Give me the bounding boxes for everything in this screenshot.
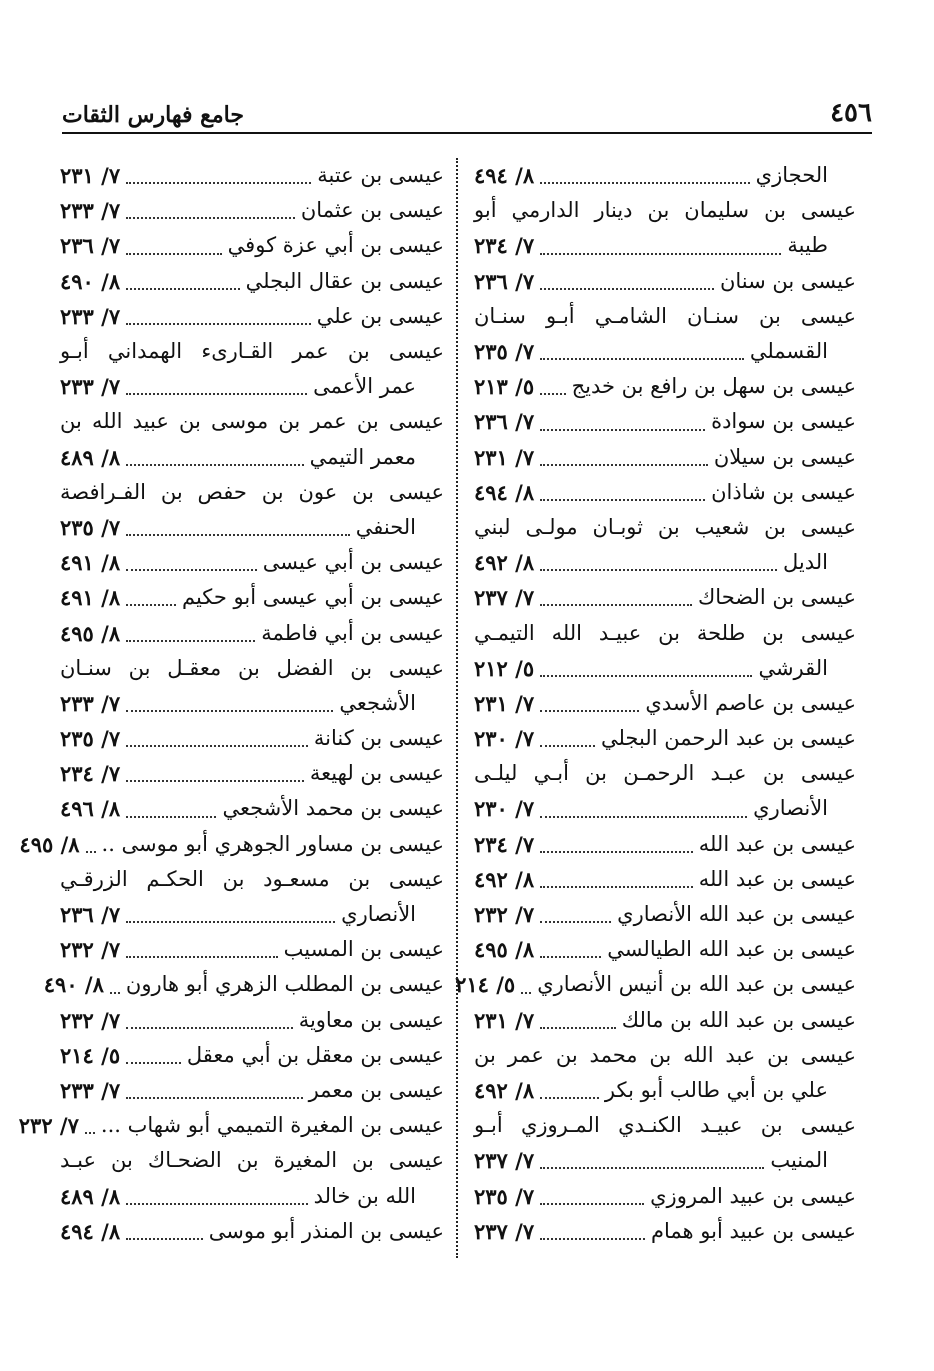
entry-name: الحجازي [755,163,828,188]
volume-page-ref: ٧/ ٢٣٥ [60,514,121,540]
entry-name: عمر الأعمى [313,374,416,399]
index-entry [60,510,444,545]
index-entry [18,1108,444,1143]
dot-leader [540,464,708,466]
entry-name: عيسى بن عبد الله الطيالسي [607,937,856,962]
dot-leader [540,569,777,571]
entry-name: عيسى بن سليمان بن دينار الدارمي أبو [474,198,856,223]
index-entry [474,756,856,791]
entry-name: عيسى بن عبـد الرحمـن بن أبـي ليلـى [474,761,856,786]
dot-leader [126,1097,302,1099]
index-entry [474,193,856,228]
index-entry [60,334,444,369]
volume-page-ref: ٧/ ٢٣٢ [60,1007,121,1033]
index-entry [60,369,444,404]
index-entry [60,158,444,193]
index-entry [60,440,444,475]
dot-leader [126,1203,307,1205]
volume-page-ref: ٧/ ٢٣٣ [60,198,121,224]
volume-page-ref: ٧/ ٢٣٣ [60,1077,121,1103]
volume-page-ref: ٧/ ٢٣١ [474,444,535,470]
volume-page-ref: ٧/ ٢٣٥ [474,1183,535,1209]
volume-page-ref: ٧/ ٢٣٧ [474,1218,535,1244]
volume-page-ref: ٥/ ٢١٤ [455,972,516,998]
dot-leader [85,1132,95,1134]
entry-name: عيسى بن عمر القـارىء الهمداني أبـو [60,339,444,364]
volume-page-ref: ٧/ ٢٣٤ [60,761,121,787]
dot-leader [126,1062,181,1064]
dot-leader [540,499,705,501]
index-entry [60,932,444,967]
entry-name: الديل [782,550,828,575]
index-entry [474,1143,856,1178]
volume-page-ref: ٨/ ٤٨٩ [60,1183,121,1209]
entry-name: عيسى بن كنانة [313,726,444,751]
entry-name: عيسى بن معقل بن أبي معقل [186,1042,444,1067]
volume-page-ref: ٨/ ٤٩٠ [43,972,104,998]
dot-leader [540,1238,645,1240]
volume-page-ref: ٧/ ٢٣٢ [474,902,535,928]
entry-name: عيسى بن المغيرة التميمي أبو شهاب ... [100,1113,444,1138]
index-entry [474,369,856,404]
dot-leader [540,182,750,184]
index-entry [43,967,444,1002]
entry-name: الأنصاري [341,902,416,927]
index-entry [60,1038,444,1073]
entry-name: عيسى بن المنذر أبو موسى [208,1218,444,1243]
entry-name: المنيب [770,1148,828,1173]
index-entry [60,1143,444,1178]
index-column-left [18,158,444,1268]
index-entry [60,228,444,263]
volume-page-ref: ٧/ ٢٣١ [474,690,535,716]
entry-name: عيسى بن معاوية [298,1007,444,1032]
entry-name: عيسى بن سيلان [713,444,856,469]
volume-page-ref: ٥/ ٢١٢ [474,655,535,681]
page-header [62,88,872,134]
entry-name: عيسى بن مسعـود بن الحكـم الزرقـي [60,866,444,891]
dot-leader [540,710,639,712]
index-entry [474,475,856,510]
entry-name: الله بن خالد [313,1183,416,1208]
entry-name: طيبة [787,233,828,258]
entry-name: الأنصاري [753,796,828,821]
entry-name: عيسى بن عقال البجلي [245,268,444,293]
entry-name: عيسى بن المطلب الزهري أبو هارون [125,972,444,997]
dot-leader [126,780,304,782]
volume-page-ref: ٧/ ٢٣٠ [474,726,535,752]
index-entry [474,1038,856,1073]
dot-leader [126,217,295,219]
entry-name: عيسى بن شاذان [711,479,856,504]
dot-leader [86,851,96,853]
running-title: جامع فهارس الثقات [62,102,244,128]
volume-page-ref: ٨/ ٤٩٥ [19,831,80,857]
entry-name: عيسى بن أبي فاطمة [261,620,444,645]
dot-leader [126,640,255,642]
index-column-right [455,158,856,1268]
index-entry [60,299,444,334]
index-entry [60,1214,444,1249]
entry-name: عيسى بن عبد الله بن أنيس الأنصاري [537,972,856,997]
index-entry [60,545,444,580]
entry-name: عيسى بن محمد الأشجعي [222,796,444,821]
dot-leader [126,816,216,818]
index-entry [474,1073,856,1108]
index-entry [474,1108,856,1143]
entry-name: القسملي [749,339,828,364]
index-entry [474,1178,856,1213]
dot-leader [126,534,350,536]
entry-name: عيسى بن عتبة [317,163,444,188]
dot-leader [540,851,693,853]
dot-leader [126,569,257,571]
entry-name: عيسى بن أبي عيسى [262,550,444,575]
entry-name: عيسى بن عبد الله بن مالك [621,1007,856,1032]
dot-leader [126,464,304,466]
dot-leader [540,358,744,360]
page-number: ٤٥٦ [830,98,872,128]
entry-name: عيسى بن سنان [719,268,856,293]
entry-name: الأشجعي [339,690,416,715]
index-entry [60,791,444,826]
volume-page-ref: ٧/ ٢٣٣ [60,374,121,400]
entry-name: عيسى بن أبي عزة كوفي [227,233,444,258]
index-entry [60,686,444,721]
index-entry [474,721,856,756]
entry-name: القرشي [758,655,828,680]
volume-page-ref: ٨/ ٤٩١ [60,550,121,576]
volume-page-ref: ٧/ ٢٣٧ [474,585,535,611]
index-entry [19,827,444,862]
dot-leader [126,710,333,712]
volume-page-ref: ٧/ ٢٣٤ [474,233,535,259]
dot-leader [540,745,595,747]
index-entry [60,651,444,686]
volume-page-ref: ٨/ ٤٩٤ [474,479,535,505]
volume-page-ref: ٧/ ٢٣٤ [474,831,535,857]
volume-page-ref: ٨/ ٤٩٦ [60,796,121,822]
dot-leader [126,1027,293,1029]
index-entry [474,158,856,193]
entry-name: عيسى بن سنـان الشامـي أبـو سنـان [474,303,856,328]
dot-leader [540,393,565,395]
dot-leader [126,1238,203,1240]
dot-leader [110,992,120,994]
entry-name: عيسى بن عبد الله بن محمد بن عمر بن [474,1042,856,1067]
entry-name: عيسى بن عبد الله [698,866,856,891]
volume-page-ref: ٧/ ٢٣٣ [60,303,121,329]
index-entry [474,228,856,263]
column-divider [456,158,458,1258]
index-entry [60,756,444,791]
entry-name: عيسى بن عثمان [300,198,444,223]
volume-page-ref: ٨/ ٤٩٢ [474,866,535,892]
index-entry [60,1073,444,1108]
index-entry [474,651,856,686]
entry-name: عيسى بن طلحة بن عبيـد الله التيمـي [474,620,856,645]
dot-leader [540,1097,599,1099]
index-entry [474,545,856,580]
index-entry [474,440,856,475]
dot-leader [540,1027,616,1029]
dot-leader [126,323,311,325]
entry-name: عيسى بن عبد الرحمن البجلي [600,726,856,751]
index-entry [474,827,856,862]
dot-leader [540,253,781,255]
index-entry [474,510,856,545]
index-entry [60,580,444,615]
index-entry [474,404,856,439]
entry-name: عيسى بن شعيب بن ثوبـان مولـى لبني [474,514,856,539]
volume-page-ref: ٧/ ٢٣٦ [474,268,535,294]
entry-name: علي بن أبي طالب أبو بكر [604,1077,828,1102]
entry-name: الحنفي [355,514,416,539]
dot-leader [540,288,714,290]
index-entry [60,1003,444,1038]
dot-leader [540,429,705,431]
dot-leader [540,675,752,677]
index-entry [60,862,444,897]
dot-leader [126,921,335,923]
index-entry [60,264,444,299]
entry-name: عيسى بن لهيعة [309,761,444,786]
index-entry [60,193,444,228]
index-entry [60,721,444,756]
index-entry [474,615,856,650]
dot-leader [540,1167,764,1169]
volume-page-ref: ٨/ ٤٩٢ [474,1077,535,1103]
dot-leader [540,886,693,888]
index-entry [474,862,856,897]
index-entry [60,1178,444,1213]
entry-name: عيسى بن معمر [308,1077,444,1102]
index-entry [474,791,856,826]
entry-name: عيسى بن عون بن حفص بن الفـرافصة [60,479,444,504]
volume-page-ref: ٨/ ٤٩٥ [60,620,121,646]
index-entry [60,897,444,932]
entry-name: عيسى بن علي [316,303,444,328]
dot-leader [540,604,692,606]
dot-leader [540,921,611,923]
index-entry [474,1003,856,1038]
index-entry [474,580,856,615]
volume-page-ref: ٧/ ٢٣١ [474,1007,535,1033]
dot-leader [126,182,311,184]
volume-page-ref: ٧/ ٢٣٦ [60,233,121,259]
entry-name: عيسى بن عاصم الأسدي [645,690,856,715]
index-entry [455,967,856,1002]
entry-name: عيسى بن عبد الله [698,831,856,856]
index-entry [474,299,856,334]
volume-page-ref: ٨/ ٤٨٩ [60,444,121,470]
volume-page-ref: ٧/ ٢٣١ [60,163,121,189]
entry-name: عيسى بن الضحاك [698,585,856,610]
volume-page-ref: ٥/ ٢١٤ [60,1042,121,1068]
dot-leader [540,1203,644,1205]
entry-name: عيسى بن عبيـد الكنـدي المـروزي أبـو [474,1113,856,1138]
entry-name: عيسى بن المغيرة بن الضحـاك بن عبـد [60,1148,444,1173]
entry-name: عيسى بن عبد الله الأنصاري [617,902,856,927]
entry-name: عيسى بن مساور الجوهري أبو موسى .. [101,831,444,856]
index-entry [474,686,856,721]
dot-leader [126,745,308,747]
volume-page-ref: ٨/ ٤٩١ [60,585,121,611]
index-entry [60,404,444,439]
dot-leader [126,604,176,606]
index-entry [474,932,856,967]
entry-name: معمر التيمي [309,444,416,469]
entry-name: عيسى بن عبيد أبو همام [650,1218,856,1243]
entry-name: عيسى بن الفضل بن معقـل بن سنـان [60,655,444,680]
volume-page-ref: ٥/ ٢١٣ [474,374,535,400]
entry-name: عيسى بن سهل بن رافع بن خديج [571,374,856,399]
entry-name: عيسى بن عمر بن موسى بن عبيد الله بن [60,409,444,434]
index-entry [60,475,444,510]
volume-page-ref: ٧/ ٢٣٢ [60,937,121,963]
volume-page-ref: ٧/ ٢٣٦ [60,902,121,928]
volume-page-ref: ٧/ ٢٣٣ [60,690,121,716]
volume-page-ref: ٧/ ٢٣٦ [474,409,535,435]
volume-page-ref: ٨/ ٤٩٤ [60,1218,121,1244]
dot-leader [126,288,240,290]
entry-name: عيسى بن المسيب [283,937,444,962]
index-entry [474,264,856,299]
dot-leader [521,992,531,994]
volume-page-ref: ٧/ ٢٣٢ [18,1113,79,1139]
volume-page-ref: ٨/ ٤٩٢ [474,550,535,576]
dot-leader [126,253,222,255]
volume-page-ref: ٧/ ٢٣٥ [474,339,535,365]
dot-leader [540,816,747,818]
index-entry [474,1214,856,1249]
volume-page-ref: ٨/ ٤٩٠ [60,268,121,294]
entry-name: عيسى بن أبي عيسى أبو حكيم [181,585,444,610]
index-entry [60,615,444,650]
dot-leader [540,956,601,958]
index-entry [474,334,856,369]
volume-page-ref: ٧/ ٢٣٠ [474,796,535,822]
volume-page-ref: ٧/ ٢٣٥ [60,726,121,752]
index-entry [474,897,856,932]
dot-leader [126,956,278,958]
volume-page-ref: ٧/ ٢٣٧ [474,1148,535,1174]
volume-page-ref: ٨/ ٤٩٤ [474,163,535,189]
volume-page-ref: ٨/ ٤٩٥ [474,937,535,963]
dot-leader [126,393,307,395]
entry-name: عيسى بن عبيد المروزي [650,1183,856,1208]
entry-name: عيسى بن سوادة [711,409,856,434]
